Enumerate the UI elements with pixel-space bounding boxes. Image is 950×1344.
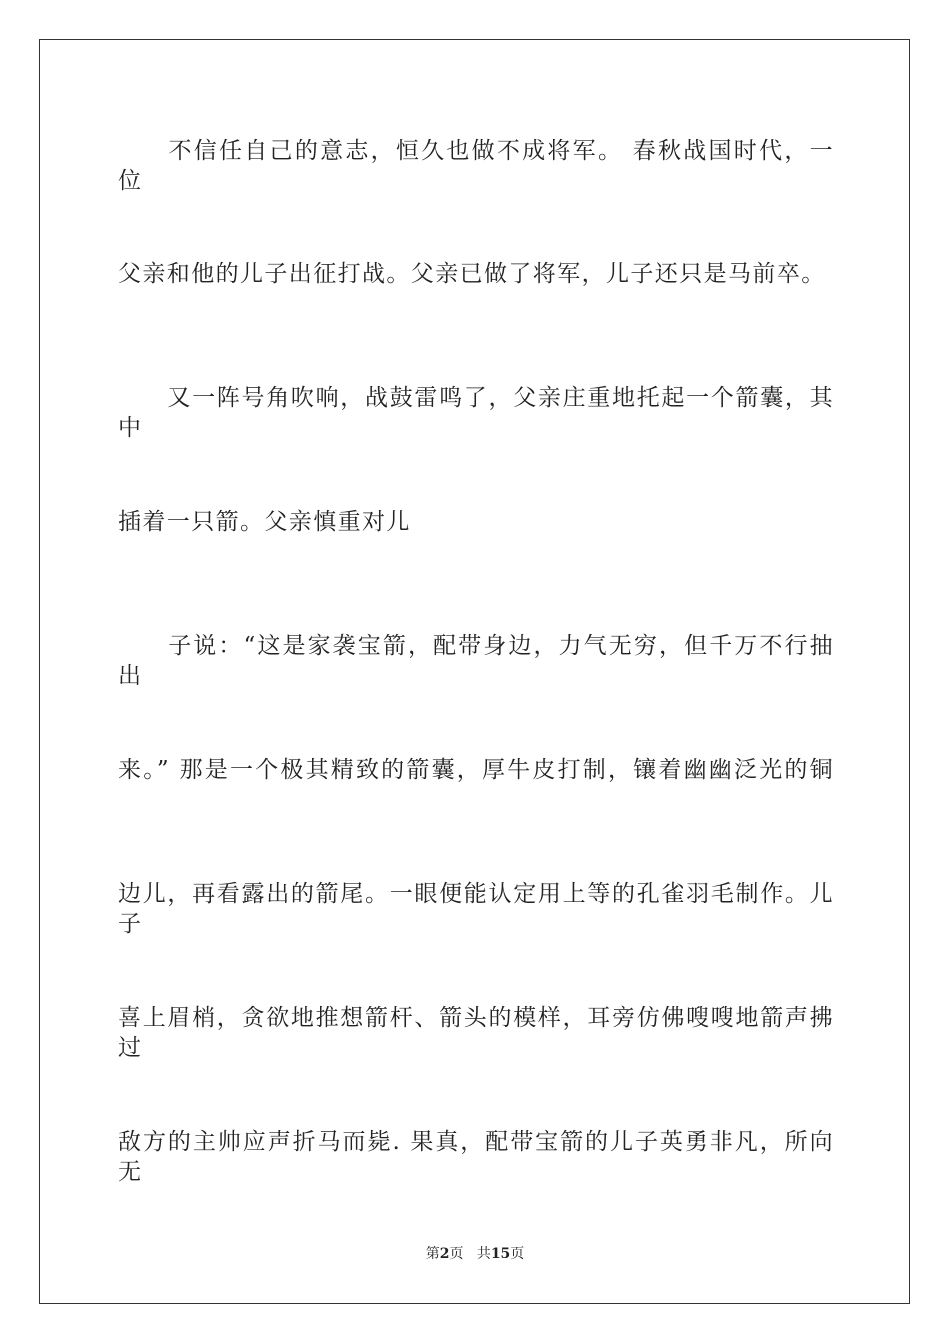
paragraph-line-7: 边儿，再看露出的箭尾。一眼便能认定用上等的孔雀羽毛制作。儿子	[118, 881, 834, 937]
paragraph-line-5: 子说：“这是家袭宝箭，配带身边，力气无穷，但千万不行抽出	[118, 633, 834, 689]
page-suffix: 页	[449, 1246, 464, 1262]
paragraph-line-6: 来。” 那是一个极其精致的箭囊，厚牛皮打制，镶着幽幽泛光的铜	[118, 757, 834, 783]
page-footer	[0, 1244, 950, 1264]
paragraph-line-9: 敌方的主帅应声折马而毙. 果真，配带宝箭的儿子英勇非凡，所向无	[118, 1129, 834, 1185]
total-suffix: 页	[510, 1246, 525, 1262]
page-number: 2	[439, 1246, 450, 1262]
paragraph-line-4: 插着一只箭。父亲慎重对儿	[118, 509, 411, 535]
total-prefix: 共	[476, 1246, 491, 1262]
paragraph-line-8: 喜上眉梢，贪欲地推想箭杆、箭头的模样，耳旁仿佛嗖嗖地箭声拂过	[118, 1005, 834, 1061]
total-pages: 15	[490, 1246, 511, 1262]
page-prefix: 第	[425, 1246, 440, 1262]
paragraph-line-3: 又一阵号角吹响，战鼓雷鸣了，父亲庄重地托起一个箭囊，其中	[118, 385, 834, 441]
paragraph-line-1: 不信任自己的意志，恒久也做不成将军。 春秋战国时代，一位	[118, 138, 834, 194]
paragraph-line-2: 父亲和他的儿子出征打战。父亲已做了将军，儿子还只是马前卒。	[118, 261, 826, 287]
